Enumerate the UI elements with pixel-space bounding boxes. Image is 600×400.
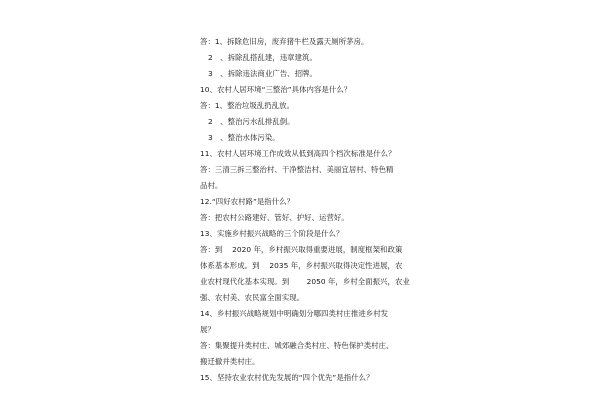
question-14-line-2: 展？ (200, 325, 215, 334)
answer-9-line-2: 2 、拆除乱搭乱建，违章建筑。 (208, 53, 317, 62)
question-10: 10、农村人居环境“三整治”具体内容是什么？ (200, 85, 352, 94)
answer-10-line-2: 2 、整治污水乱排乱倒。 (208, 117, 295, 126)
answer-12: 答：把农村公路建好、管好、护好、运营好。 (200, 213, 349, 222)
answer-14-line-1: 答：集聚提升类村庄、城郊融合类村庄、特色保护类村庄、 (200, 341, 394, 350)
question-11: 11、农村人居环境工作成效从低到高四个档次标准是什么？ (200, 149, 396, 158)
answer-14-line-2: 搬迁撤并类村庄。 (200, 357, 260, 366)
question-12: 12.“四好农村路”是指什么？ (200, 197, 295, 206)
document-body (200, 34, 410, 386)
answer-11-line-2: 品村。 (200, 181, 223, 190)
answer-13-line-3: 业农村现代化基本实现。到 2050 年，乡村全面振兴，农业 (200, 277, 410, 286)
answer-13-line-1: 答：到 2020 年，乡村振兴取得重要进展，制度框架和政策 (200, 245, 403, 254)
answer-10-line-1: 答：1、整治垃圾乱扔乱放。 (200, 101, 295, 110)
question-14-line-1: 14、乡村振兴战略规划中明确划分哪四类村庄推进乡村发 (200, 309, 389, 318)
question-13: 13、实施乡村振兴战略的三个阶段是什么？ (200, 229, 344, 238)
answer-11-line-1: 答：三清三拆三整治村、干净整洁村、美丽宜居村、特色精 (200, 165, 394, 174)
question-15: 15、坚持农业农村优先发展的“四个优先”是指什么？ (200, 373, 374, 382)
answer-9-line-3: 3 、拆除违法商业广告、招牌。 (208, 69, 317, 78)
answer-10-line-3: 3 、整治水体污染。 (208, 133, 280, 142)
answer-13-line-2: 体系基本形成。到 2035 年，乡村振兴取得决定性进展，农 (200, 261, 403, 270)
answer-9-line-1: 答：1、拆除危旧房，废弃猪牛栏及露天厕所茅房。 (200, 37, 369, 46)
answer-13-line-4: 强、农村美、农民富全面实现。 (200, 293, 305, 302)
